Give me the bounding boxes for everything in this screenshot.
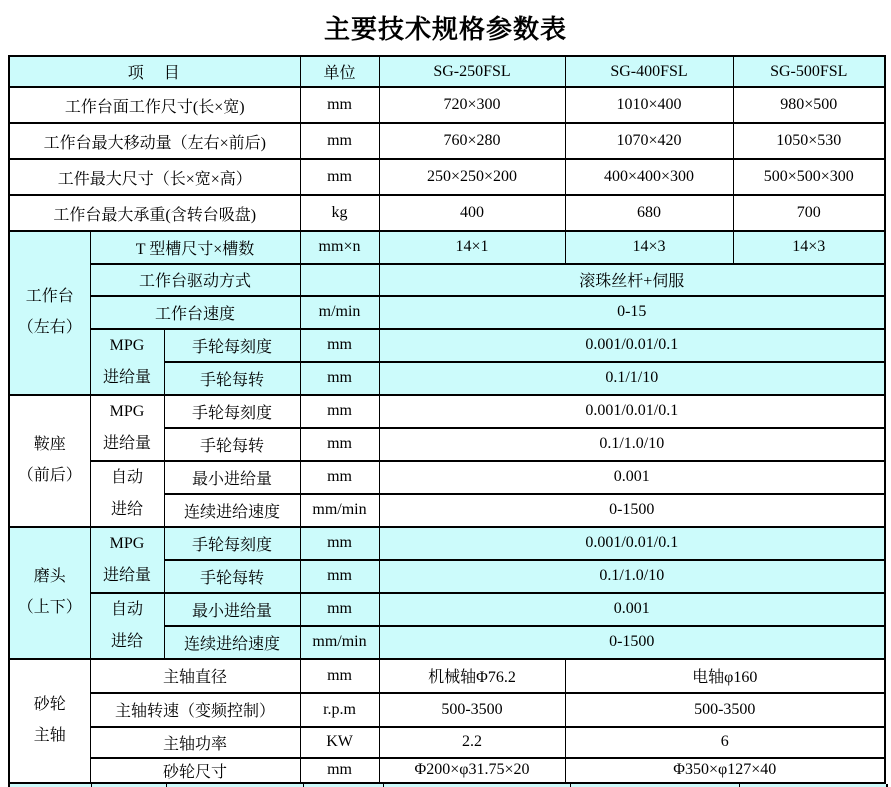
unit-cell: kg [300, 195, 379, 231]
value-cell: 电轴φ160 [565, 659, 885, 693]
row-label: 砂轮尺寸 [90, 758, 300, 783]
next-row-cutoff-cell [10, 784, 92, 787]
unit-cell: mm [300, 428, 379, 461]
unit-cell: mm [300, 758, 379, 783]
value-cell: 14×3 [565, 231, 733, 264]
unit-cell: mm [300, 593, 379, 626]
row-label: 主轴直径 [90, 659, 300, 693]
value-cell: 500-3500 [565, 693, 885, 727]
table-row [9, 461, 885, 494]
value-cell: 0.001 [379, 461, 885, 494]
unit-cell: mm [300, 362, 379, 395]
value-cell: 400×400×300 [565, 159, 733, 195]
value-cell: 滚珠丝杆+伺服 [379, 264, 885, 297]
value-cell: 700 [733, 195, 885, 231]
header-unit-cell: 单位 [300, 56, 379, 87]
value-cell: 1070×420 [565, 123, 733, 159]
table-row [9, 123, 885, 159]
next-row-cutoff-cell [92, 784, 167, 787]
value-cell: 0-15 [379, 296, 885, 329]
value-cell: 1050×530 [733, 123, 885, 159]
table-row [9, 395, 885, 428]
row-label: T 型槽尺寸×槽数 [90, 231, 300, 264]
unit-cell: mm/min [300, 494, 379, 527]
sublabel-auto-grinding-head: 自动 进给 [90, 593, 164, 659]
row-label: 工作台最大移动量（左右×前后) [9, 123, 300, 159]
value-cell: 0.1/1.0/10 [379, 560, 885, 593]
row-label: 连续进给速度 [164, 494, 300, 527]
unit-cell: mm [300, 527, 379, 560]
row-label: 工作台面工作尺寸(长×宽) [9, 87, 300, 123]
unit-cell: mm [300, 395, 379, 428]
value-cell: 980×500 [733, 87, 885, 123]
next-row-cutoff-cell [740, 784, 886, 787]
value-cell: Φ350×φ127×40 [565, 758, 885, 783]
table-row [9, 659, 885, 693]
row-label: 连续进给速度 [164, 626, 300, 659]
unit-cell: mm [300, 123, 379, 159]
row-label: 工作台速度 [90, 296, 300, 329]
sublabel-mpg-saddle: MPG 进给量 [90, 395, 164, 461]
value-cell: 1010×400 [565, 87, 733, 123]
unit-cell [300, 264, 379, 297]
table-row [9, 527, 885, 560]
header-item-cell: 项 目 [9, 56, 300, 87]
unit-cell: m/min [300, 296, 379, 329]
table-row [9, 264, 885, 297]
header-model-sg500: SG-500FSL [733, 56, 885, 87]
unit-cell: mm [300, 159, 379, 195]
table-row [9, 758, 885, 783]
table-row [9, 159, 885, 195]
unit-cell: mm [300, 461, 379, 494]
value-cell: 14×3 [733, 231, 885, 264]
sublabel-auto-saddle: 自动 进给 [90, 461, 164, 527]
unit-cell: mm [300, 560, 379, 593]
value-cell: 0.001/0.01/0.1 [379, 329, 885, 362]
row-label: 手轮每转 [164, 362, 300, 395]
row-label: 工作台驱动方式 [90, 264, 300, 297]
row-label: 手轮每转 [164, 428, 300, 461]
section-label-spindle: 砂轮 主轴 [9, 659, 90, 783]
table-row [9, 87, 885, 123]
table-row [9, 329, 885, 362]
next-row-cutoff-cell [571, 784, 740, 787]
value-cell: 400 [379, 195, 565, 231]
table-row [9, 296, 885, 329]
unit-cell: mm [300, 329, 379, 362]
next-row-cutoff-cell [384, 784, 571, 787]
sublabel-mpg-grinding-head: MPG 进给量 [90, 527, 164, 593]
header-model-sg400: SG-400FSL [565, 56, 733, 87]
row-label: 工作台最大承重(含转台吸盘) [9, 195, 300, 231]
value-cell: 2.2 [379, 727, 565, 758]
value-cell: 760×280 [379, 123, 565, 159]
value-cell: 14×1 [379, 231, 565, 264]
value-cell: 720×300 [379, 87, 565, 123]
value-cell: 0.001/0.01/0.1 [379, 527, 885, 560]
value-cell: 0.001/0.01/0.1 [379, 395, 885, 428]
row-label: 最小进给量 [164, 593, 300, 626]
table-row [9, 693, 885, 727]
section-label-grinding-head: 磨头 （上下） [9, 527, 90, 659]
value-cell: 0.001 [379, 593, 885, 626]
row-label: 手轮每刻度 [164, 329, 300, 362]
unit-cell: mm [300, 659, 379, 693]
spec-table [8, 55, 886, 784]
next-row-cutoff [8, 784, 888, 787]
table-row [9, 195, 885, 231]
table-header-row [9, 56, 885, 87]
value-cell: 0-1500 [379, 494, 885, 527]
value-cell: 0.1/1/10 [379, 362, 885, 395]
unit-cell: KW [300, 727, 379, 758]
unit-cell: mm [300, 87, 379, 123]
section-label-saddle: 鞍座 （前后） [9, 395, 90, 527]
value-cell: 680 [565, 195, 733, 231]
row-label: 主轴转速（变频控制） [90, 693, 300, 727]
row-label: 手轮每刻度 [164, 527, 300, 560]
value-cell: 机械轴Φ76.2 [379, 659, 565, 693]
table-row [9, 727, 885, 758]
header-model-sg250: SG-250FSL [379, 56, 565, 87]
unit-cell: mm×n [300, 231, 379, 264]
value-cell: 0-1500 [379, 626, 885, 659]
unit-cell: mm/min [300, 626, 379, 659]
row-label: 工件最大尺寸（长×宽×高） [9, 159, 300, 195]
row-label: 最小进给量 [164, 461, 300, 494]
row-label: 手轮每刻度 [164, 395, 300, 428]
value-cell: Φ200×φ31.75×20 [379, 758, 565, 783]
row-label: 主轴功率 [90, 727, 300, 758]
value-cell: 6 [565, 727, 885, 758]
section-label-worktable: 工作台 （左右） [9, 231, 90, 395]
value-cell: 250×250×200 [379, 159, 565, 195]
value-cell: 0.1/1.0/10 [379, 428, 885, 461]
table-row [9, 231, 885, 264]
value-cell: 500×500×300 [733, 159, 885, 195]
page-title: 主要技术规格参数表 [323, 14, 567, 44]
unit-cell: r.p.m [300, 693, 379, 727]
row-label: 手轮每转 [164, 560, 300, 593]
table-row [9, 593, 885, 626]
sublabel-mpg-worktable: MPG 进给量 [90, 329, 164, 395]
next-row-cutoff-cell [167, 784, 304, 787]
next-row-cutoff-cell [304, 784, 384, 787]
value-cell: 500-3500 [379, 693, 565, 727]
